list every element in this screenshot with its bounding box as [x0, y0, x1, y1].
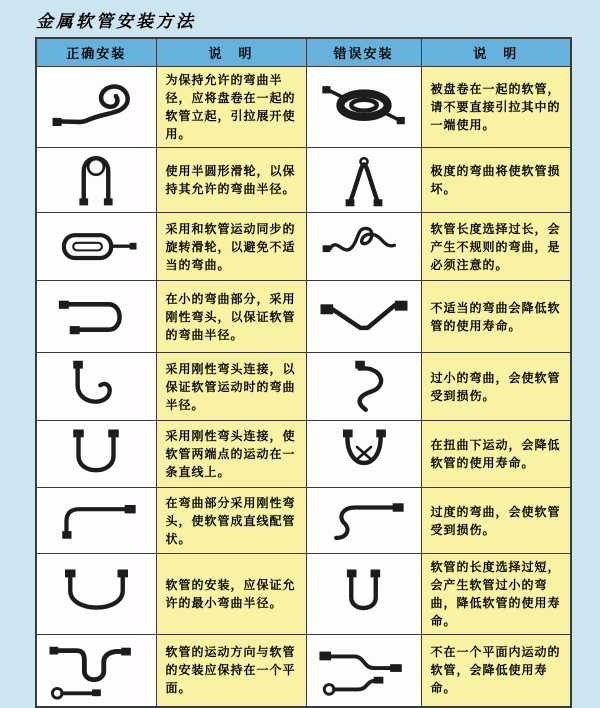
- correct-description: 在弯曲部分采用刚性弯头，使软管成直线配管状。: [156, 488, 306, 554]
- wrong-description: 被盘卷在一起的软管，请不要直接引拉其中的一端使用。: [421, 67, 571, 148]
- narrow-u-bend-icon: [316, 566, 411, 622]
- header-correct-install: 正确安装: [36, 38, 156, 67]
- table-row: [36, 213, 571, 281]
- small-radius-s-hook-icon: [319, 359, 409, 415]
- wrong-illustration-cell: [306, 281, 421, 353]
- rigid-elbow-hook-icon: [51, 359, 141, 415]
- wrong-description: 极度的弯曲将使软管损坏。: [421, 148, 571, 213]
- table-row: [36, 148, 571, 213]
- header-wrong-install: 错误安装: [306, 38, 421, 67]
- rotating-pulley-track-icon: [46, 220, 146, 274]
- twisted-u-bend-icon: [319, 426, 409, 482]
- correct-illustration-cell: [36, 488, 156, 554]
- wrong-illustration-cell: [306, 635, 421, 707]
- header-row: [36, 38, 571, 67]
- wrong-illustration-cell: [306, 554, 421, 635]
- wrong-description: 软管的长度选择过短，会产生软管过小的弯曲，降低软管的使用寿命。: [421, 554, 571, 635]
- correct-illustration-cell: [36, 67, 156, 148]
- wrong-illustration-cell: [306, 353, 421, 421]
- rigid-elbow-loop-icon: [46, 288, 146, 346]
- wrong-description: 不在一个平面内运动的软管，会降低使用寿命。: [421, 635, 571, 707]
- table-row: [36, 488, 571, 554]
- correct-illustration-cell: [36, 148, 156, 213]
- wide-u-bend-icon: [49, 566, 144, 622]
- wrong-description: 在扭曲下运动，会降低软管的使用寿命。: [421, 421, 571, 488]
- extreme-bend-icon: [319, 152, 409, 208]
- correct-description: 采用刚性弯头连接，使软管两端点的运动在一条直线上。: [156, 421, 306, 488]
- table-row: [36, 67, 571, 148]
- table-row: [36, 281, 571, 353]
- correct-description: 采用和软管运动同步的旋转滑轮，以避免不适当的弯曲。: [156, 213, 306, 281]
- header-wrong-description: 说 明: [421, 38, 571, 67]
- table-row: [36, 554, 571, 635]
- correct-illustration-cell: [36, 353, 156, 421]
- table-row: [36, 353, 571, 421]
- header-correct-description: 说 明: [156, 38, 306, 67]
- u-bend-inline-motion-icon: [51, 426, 141, 482]
- over-bent-elbow-icon: [314, 494, 414, 548]
- correct-illustration-cell: [36, 281, 156, 353]
- wrong-description: 过小的弯曲，会使软管受到损伤。: [421, 353, 571, 421]
- correct-description: 在小的弯曲部分，采用刚性弯头，以保证软管的弯曲半径。: [156, 281, 306, 353]
- table-row: [36, 421, 571, 488]
- irregular-loop-icon: [314, 220, 414, 274]
- page-title: 金属软管安装方法: [36, 12, 196, 32]
- wrong-description: 不适当的弯曲会降低软管的使用寿命。: [421, 281, 571, 353]
- correct-illustration-cell: [36, 635, 156, 707]
- coiled-hose-bundle-icon: [314, 78, 414, 136]
- wrong-illustration-cell: [306, 213, 421, 281]
- table-row: [36, 635, 571, 707]
- correct-description: 采用刚性弯头连接，以保证软管运动时的弯曲半径。: [156, 353, 306, 421]
- correct-description: 使用半圆形滑轮，以保持其允许的弯曲半径。: [156, 148, 306, 213]
- in-plane-trap-icon: [46, 639, 146, 701]
- correct-description: 为保持允许的弯曲半径，应将盘卷在一起的软管立起，引拉展开使用。: [156, 67, 306, 148]
- wrong-description: 过度的弯曲，会使软管受到损伤。: [421, 488, 571, 554]
- coiled-hose-upright-icon: [46, 78, 146, 136]
- straight-piping-elbow-icon: [46, 494, 146, 548]
- semicircular-pulley-icon: [51, 152, 141, 208]
- installation-methods-table: [35, 37, 572, 708]
- wrong-illustration-cell: [306, 421, 421, 488]
- improper-v-bend-icon: [314, 288, 414, 346]
- correct-illustration-cell: [36, 554, 156, 635]
- correct-description: 软管的安装，应保证允许的最小弯曲半径。: [156, 554, 306, 635]
- wrong-description: 软管长度选择过长，会产生不规则的弯曲，是必须注意的。: [421, 213, 571, 281]
- wrong-illustration-cell: [306, 488, 421, 554]
- correct-illustration-cell: [36, 213, 156, 281]
- correct-description: 软管的运动方向与软管的安装应保持在一个平面。: [156, 635, 306, 707]
- correct-illustration-cell: [36, 421, 156, 488]
- wrong-illustration-cell: [306, 148, 421, 213]
- wrong-illustration-cell: [306, 67, 421, 148]
- out-of-plane-motion-icon: [314, 639, 414, 701]
